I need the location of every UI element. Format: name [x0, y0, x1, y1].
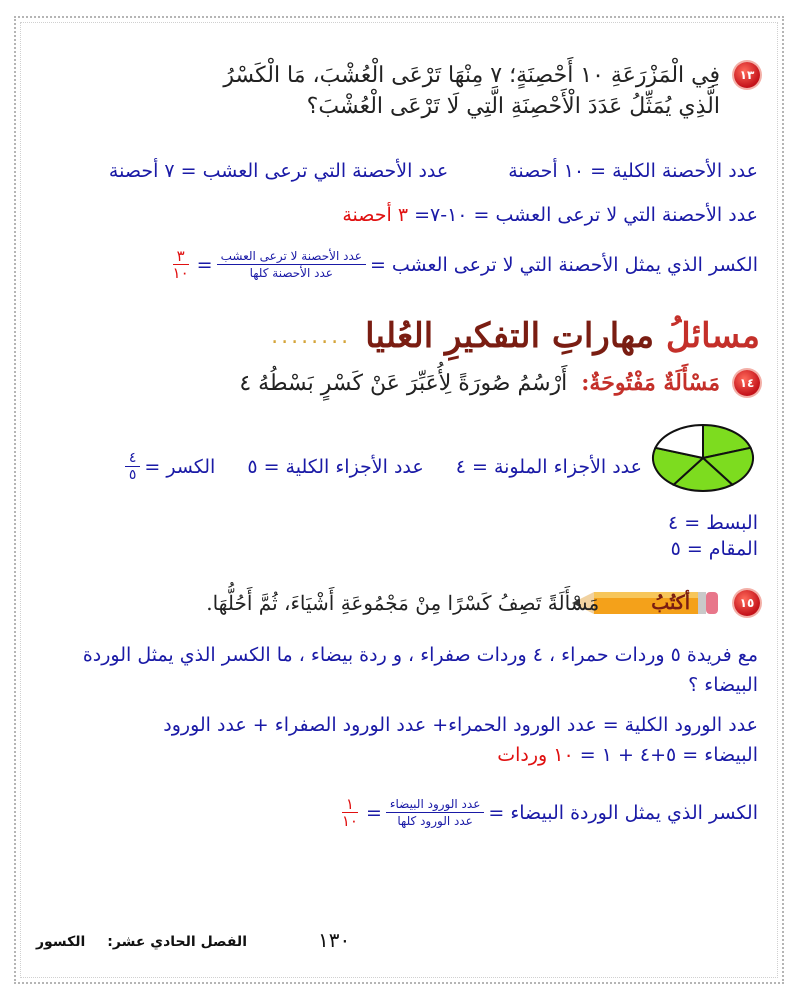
- q15-answer-num: ١: [342, 796, 358, 813]
- q13-word-fraction-num: عدد الأحصنة لا ترعى العشب: [217, 248, 366, 265]
- q15-number-badge: ١٥: [734, 590, 760, 616]
- q14-pie-drawing: [650, 422, 756, 494]
- q15-text: مَسْأَلَةً تَصِفُ كَسْرًا مِنْ مَجْمُوعَةِ أَشْيَاءَ، ثُمَّ أَحُلُّهَا.: [206, 591, 600, 615]
- q13-not-grazing-prefix: عدد الأحصنة التي لا ترعى العشب = ١٠-٧=: [414, 204, 758, 226]
- q15-total-result: ١٠ وردات: [497, 744, 574, 766]
- q15-word-fraction-num: عدد الورود البيضاء: [386, 796, 485, 813]
- q14-statement: [40, 370, 760, 396]
- q13-answer-num: ٣: [173, 248, 189, 265]
- section-dots: ........: [271, 323, 352, 349]
- q13-answer-den: ١٠: [172, 264, 189, 282]
- q14-denominator: المقام = ٥: [670, 538, 758, 560]
- write-label: أكتُبُ: [651, 592, 690, 614]
- footer-topic: الكسور: [36, 934, 86, 950]
- q13-counts-row: [38, 158, 758, 184]
- q15-equals: =: [365, 801, 382, 824]
- q13-not-grazing: [38, 202, 758, 228]
- q15-problem: مع فريدة ٥ وردات حمراء ، ٤ وردات صفراء ، و ردة بيضاء ، ما الكسر الذي يمثل الوردة البيضاء ؟: [82, 644, 758, 696]
- q14-fraction-value: [125, 450, 141, 483]
- q15-word-fraction-den: عدد الورود كلها: [397, 814, 473, 828]
- q14-colored-parts: عدد الأجزاء الملونة = ٤: [455, 455, 642, 478]
- q13-line2: الَّذِي يُمَثِّلُ عَدَدَ الْأَحْصِنَةِ الَّتِي لَا تَرْعَى الْعُشْبَ؟: [306, 94, 720, 119]
- q13-total-horses: عدد الأحصنة الكلية = ١٠ أحصنة: [508, 160, 758, 182]
- q15-total-line2: [38, 742, 758, 768]
- q15-word-fraction: [386, 796, 485, 829]
- q13-fraction-label: الكسر الذي يمثل الأحصنة التي لا ترعى العشب =: [369, 253, 758, 276]
- pencil-write-badge: [611, 586, 722, 620]
- q14-number-badge: ١٤: [734, 370, 760, 396]
- q13-not-grazing-result: ٣ أحصنة: [342, 204, 409, 226]
- section-title: [365, 316, 760, 356]
- q13-number-badge: ١٣: [734, 62, 760, 88]
- q14-fraction-label: الكسر =: [144, 455, 216, 478]
- q15-total-prefix: البيضاء = ٥+٤ + ١ =: [579, 744, 758, 766]
- pie-chart: [653, 425, 753, 491]
- q13-equals: =: [196, 253, 213, 276]
- q13-fraction-row: [38, 248, 758, 281]
- q14-fraction: [121, 450, 215, 483]
- q13-statement: [40, 62, 760, 119]
- hots-section-heading: [40, 316, 760, 356]
- footer-chapter: [36, 934, 247, 950]
- q14-frac-num: ٤: [125, 450, 141, 467]
- section-title-accent: مسائلُ: [665, 316, 760, 356]
- q14-frac-den: ٥: [128, 467, 137, 483]
- footer-chapter-label: الفصل الحادي عشر:: [107, 934, 247, 950]
- section-title-rest: مهاراتِ التفكيرِ العُليا: [365, 316, 655, 356]
- q14-label: مَسْأَلَةٌ مَفْتُوحَةٌ:: [581, 370, 720, 396]
- q13-answer-fraction: [169, 248, 193, 281]
- q15-statement: [40, 586, 760, 620]
- page-number: ١٣٠: [318, 928, 351, 952]
- q13-line1: فِي الْمَزْرَعَةِ ١٠ أَحْصِنَةٍ؛ ٧ مِنْهَا تَرْعَى الْعُشْبَ، مَا الْكَسْرُ: [223, 62, 720, 88]
- q15-answer-fraction: [338, 796, 362, 829]
- q14-total-parts: عدد الأجزاء الكلية = ٥: [247, 455, 424, 478]
- q13-word-fraction: [217, 248, 366, 281]
- q15-total-line1: عدد الورود الكلية = عدد الورود الحمراء+ عدد الورود الصفراء + عدد الورود: [163, 714, 758, 736]
- q13-grazing-horses: عدد الأحصنة التي ترعى العشب = ٧ أحصنة: [108, 160, 449, 182]
- q15-fraction-row: [38, 796, 758, 829]
- q14-numerator: البسط = ٤: [667, 512, 758, 534]
- q15-fraction-label: الكسر الذي يمثل الوردة البيضاء =: [488, 801, 758, 824]
- q14-text: أَرْسُمُ صُورَةً لِأُعَبِّرَ عَنْ كَسْرٍ بَسْطُهُ ٤: [239, 370, 568, 396]
- q13-word-fraction-den: عدد الأحصنة كلها: [249, 266, 333, 280]
- q14-parts-row: [42, 450, 642, 483]
- q15-answer-den: ١٠: [341, 812, 358, 830]
